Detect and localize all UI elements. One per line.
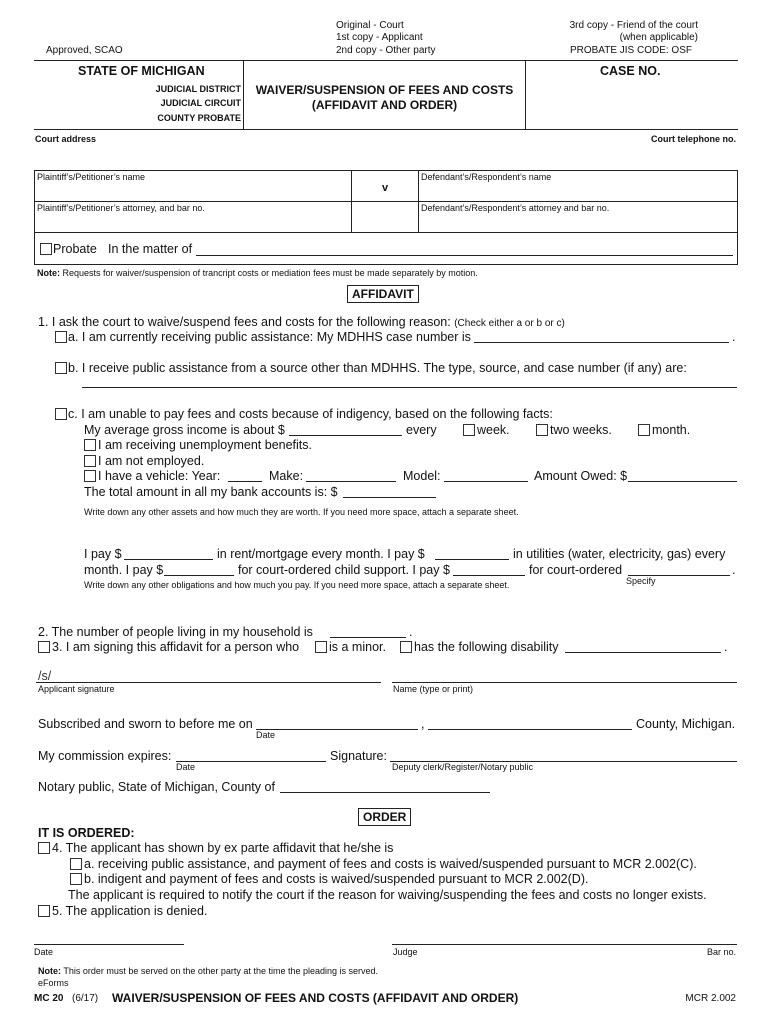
judicial-circuit-label: JUDICIAL CIRCUIT [160,98,241,108]
county-michigan-label: County, Michigan. [636,717,736,731]
court-phone-label: Court telephone no. [651,134,736,144]
amount-owed-line[interactable] [628,481,737,482]
copy-third: 3rd copy - Friend of the court [569,20,698,31]
item4a-text: a. receiving public assistance, and payment of fees and costs is waived/suspended pursuant to MCR 2.002(C). [84,857,697,871]
bar-no-label: Bar no. [706,947,736,957]
item3-checkbox[interactable] [38,641,50,653]
subscribed-label: Subscribed and sworn to before me on [38,717,253,731]
unemployment-label: I am receiving unemployment benefits. [98,438,312,452]
commission-label: My commission expires: [38,749,172,763]
item1c-text: c. I am unable to pay fees and costs because of indigency, based on the following facts: [68,407,553,421]
minor-checkbox[interactable] [315,641,327,653]
pay-rent-label: I pay $ [84,547,122,561]
judge-line[interactable] [392,944,737,945]
footer-rule: MCR 2.002 [685,993,736,1004]
bank-label: The total amount in all my bank accounts is: $ [84,485,338,499]
case-no-label: CASE NO. [600,64,661,78]
probate-jis-code: PROBATE JIS CODE: OSF [569,45,692,56]
vehicle-year-label: I have a vehicle: Year: [98,469,221,483]
month-pay-label: month. I pay $ [84,563,164,577]
order-heading: ORDER [358,808,411,826]
obligations-note: Write down any other obligations and how much you pay. If you need more space, attach a separate sheet. [84,580,510,590]
amount-owed-label: Amount Owed: $ [534,469,628,483]
unemployment-checkbox[interactable] [84,439,96,451]
week-label: week. [477,423,510,437]
county-probate-label: COUNTY PROBATE [157,113,241,123]
item1b-line[interactable] [82,387,737,388]
state-of-michigan: STATE OF MICHIGAN [78,64,205,78]
item2-period: . [409,625,413,639]
disability-label: has the following disability [414,640,559,654]
item1c-checkbox[interactable] [55,408,67,420]
defendant-attorney-field[interactable]: Defendant’s/Respondent’s attorney and bar no. [421,203,610,213]
subscribed-date-label: Date [256,730,276,740]
subscribed-comma: , [421,717,425,731]
rent-line[interactable] [124,559,213,560]
judicial-district-label: JUDICIAL DISTRICT [155,84,241,94]
disability-checkbox[interactable] [400,641,412,653]
copy-second: 2nd copy - Other party [336,45,436,56]
child-support-line[interactable] [164,575,234,576]
not-employed-label: I am not employed. [98,454,205,468]
item1b-text: b. I receive public assistance from a source other than MDHHS. The type, source, and case number (if any) are: [68,361,687,375]
model-label: Model: [403,469,441,483]
assets-note: Write down any other assets and how much they are worth. If you need more space, attach a separate sheet. [84,507,519,517]
judge-label: Judge [393,947,418,957]
minor-label: is a minor. [329,640,386,654]
probate-checkbox[interactable] [40,243,52,255]
week-checkbox[interactable] [463,424,475,436]
month-checkbox[interactable] [638,424,650,436]
income-label: My average gross income is about $ [84,423,285,437]
name-print-label: Name (type or print) [393,684,474,694]
court-ordered-label: for court-ordered [529,563,623,577]
item3-text: 3. I am signing this affidavit for a person who [52,640,300,654]
court-ordered-period: . [732,563,736,577]
footer-title: WAIVER/SUSPENSION OF FEES AND COSTS (AFFIDAVIT AND ORDER) [112,991,519,1005]
month-label: month. [652,423,691,437]
transcript-note: Note: Requests for waiver/suspension of trancript costs or mediation fees must be made separately by motion. [37,268,478,278]
rent-label: in rent/mortgage every month. I pay $ [217,547,425,561]
utilities-line[interactable] [435,559,509,560]
item2-text: 2. The number of people living in my household is [38,625,313,639]
eforms-label: eForms [38,978,69,988]
service-note: Note: This order must be served on the other party at the time the pleading is served. [38,966,379,976]
court-address-label: Court address [35,134,97,144]
name-print-line[interactable] [392,682,737,683]
notary-county-line[interactable] [280,792,490,793]
item1a-period: . [732,330,736,344]
subscribed-date-line[interactable] [256,729,418,730]
affidavit-heading: AFFIDAVIT [347,285,419,303]
plaintiff-name-field[interactable]: Plaintiff’s/Petitioner’s name [37,172,146,182]
item1-text: 1. I ask the court to waive/suspend fees and costs for the following reason: (Check either a or b or c) [38,315,565,329]
applicant-signature-line[interactable] [36,682,381,683]
other-obligation-line[interactable] [453,575,525,576]
vehicle-checkbox[interactable] [84,470,96,482]
defendant-name-field[interactable]: Defendant’s/Respondent’s name [421,172,552,182]
copy-first: 1st copy - Applicant [336,32,423,43]
vehicle-year-line[interactable] [228,481,262,482]
income-line[interactable] [289,435,402,436]
item1a-text: a. I am currently receiving public assistance: My MDHHS case number is [68,330,471,344]
bank-line[interactable] [343,497,436,498]
item5-checkbox[interactable] [38,905,50,917]
item3-period: . [724,640,728,654]
mdhhs-case-line[interactable] [474,342,729,343]
in-matter-of-label: In the matter of [108,242,193,256]
utilities-label: in utilities (water, electricity, gas) every [513,547,726,561]
approved-text: Approved, SCAO [46,45,123,56]
form-title-line2: (AFFIDAVIT AND ORDER) [311,98,458,112]
item4-text: 4. The applicant has shown by ex parte affidavit that he/she is [52,841,394,855]
child-support-label: for court-ordered child support. I pay $ [238,563,450,577]
versus-label: v [382,182,389,194]
item1b-checkbox[interactable] [55,362,67,374]
form-id: MC 20 [34,993,64,1004]
order-date-line[interactable] [34,944,184,945]
every-label: every [406,423,437,437]
item4b-text: b. indigent and payment of fees and costs is waived/suspended pursuant to MCR 2.002(D). [84,872,589,886]
deputy-label: Deputy clerk/Register/Notary public [392,762,534,772]
make-label: Make: [269,469,304,483]
it-is-ordered: IT IS ORDERED: [38,826,135,840]
applicant-signature-label: Applicant signature [38,684,115,694]
item4a-checkbox[interactable] [70,858,82,870]
form-title-line1: WAIVER/SUSPENSION OF FEES AND COSTS [255,83,514,97]
signature-label: Signature: [330,749,387,763]
two-weeks-label: two weeks. [550,423,612,437]
order-date-label: Date [34,947,54,957]
form-revision: (6/17) [72,993,99,1004]
specify-label: Specify [626,576,656,586]
plaintiff-attorney-field[interactable]: Plaintiff’s/Petitioner’s attorney, and bar no. [37,203,205,213]
two-weeks-checkbox[interactable] [536,424,548,436]
copy-when-applicable: (when applicable) [619,32,698,43]
commission-date-label: Date [176,762,196,772]
probate-label: Probate [53,242,97,256]
item4-checkbox[interactable] [38,842,50,854]
model-line[interactable] [444,481,528,482]
copy-original: Original - Court [336,20,404,31]
commission-date-line[interactable] [176,761,326,762]
disability-line[interactable] [565,652,721,653]
in-matter-of-line[interactable] [196,255,733,256]
item4b-checkbox[interactable] [70,873,82,885]
make-line[interactable] [306,481,396,482]
notary-county-label: Notary public, State of Michigan, County of [38,780,275,794]
applicant-signature-value[interactable]: /s/ [38,669,52,683]
item5-text: 5. The application is denied. [52,904,208,918]
item1a-checkbox[interactable] [55,331,67,343]
household-line[interactable] [330,637,406,638]
not-employed-checkbox[interactable] [84,455,96,467]
county-line[interactable] [428,729,632,730]
notify-text: The applicant is required to notify the court if the reason for waiving/suspending the fees and costs no longer exists. [68,888,707,902]
